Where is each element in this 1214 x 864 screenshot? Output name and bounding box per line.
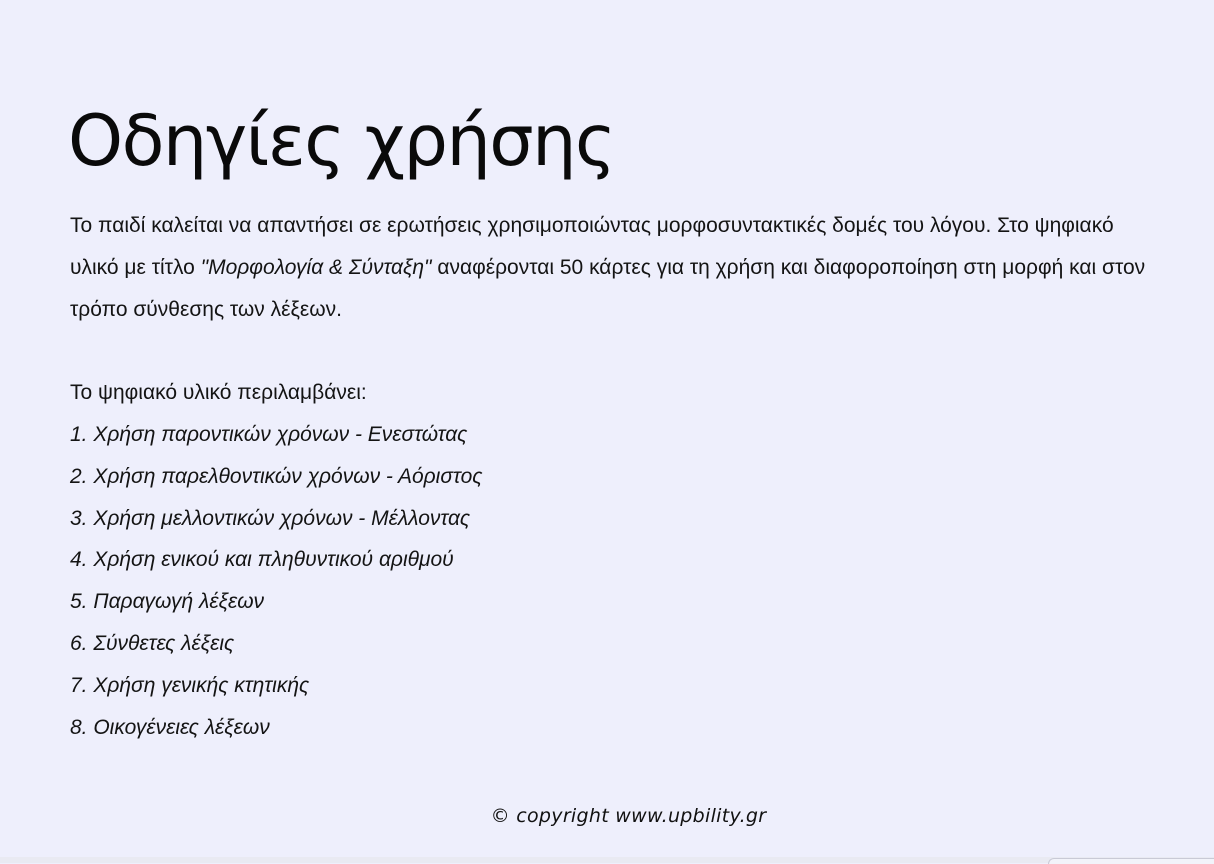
list-item: 5. Παραγωγή λέξεων xyxy=(70,590,265,614)
list-item: 8. Οικογένειες λέξεων xyxy=(70,715,270,739)
list-item: 6. Σύνθετες λέξεις xyxy=(70,631,235,655)
intro-text-part1: Το παιδί καλείται να απαντήσει σε ερωτήσεις χρησιμοποιώντας μορφοσυντακτικές δομές του λόγου. Στο ψηφιακό υλικό με τίτλο xyxy=(70,214,1114,279)
list-item: 4. Χρήση ενικού και πληθυντικού αριθμού xyxy=(70,548,454,572)
intro-paragraph xyxy=(70,205,1150,330)
page-title: Οδηγίες χρήσης xyxy=(68,100,615,182)
copyright-text: © copyright www.upbility.gr xyxy=(490,805,767,827)
contents-list xyxy=(70,414,1150,748)
list-item: 1. Χρήση παροντικών χρόνων - Ενεστώτας xyxy=(70,422,468,446)
includes-heading: Το ψηφιακό υλικό περιλαμβάνει: xyxy=(70,381,367,405)
paragraph-spacer xyxy=(70,330,1150,372)
instructions-body xyxy=(70,205,1150,748)
list-item: 7. Χρήση γενικής κτητικής xyxy=(70,673,310,697)
list-item: 3. Χρήση μελλοντικών χρόνων - Μέλλοντας xyxy=(70,506,471,530)
bottom-edge-strip xyxy=(0,857,1214,863)
list-item: 2. Χρήση παρελθοντικών χρόνων - Αόριστος xyxy=(70,464,483,488)
intro-text-part2: αναφέρονται 50 κάρτες για τη χρήση και διαφοροποίηση στη μορφή και στον τρόπο σύνθεσης των λέξεων. xyxy=(70,255,1146,321)
material-title: "Μορφολογία & Σύνταξη" xyxy=(200,255,432,279)
copyright-footer xyxy=(0,800,1214,832)
corner-tab xyxy=(1048,858,1214,864)
